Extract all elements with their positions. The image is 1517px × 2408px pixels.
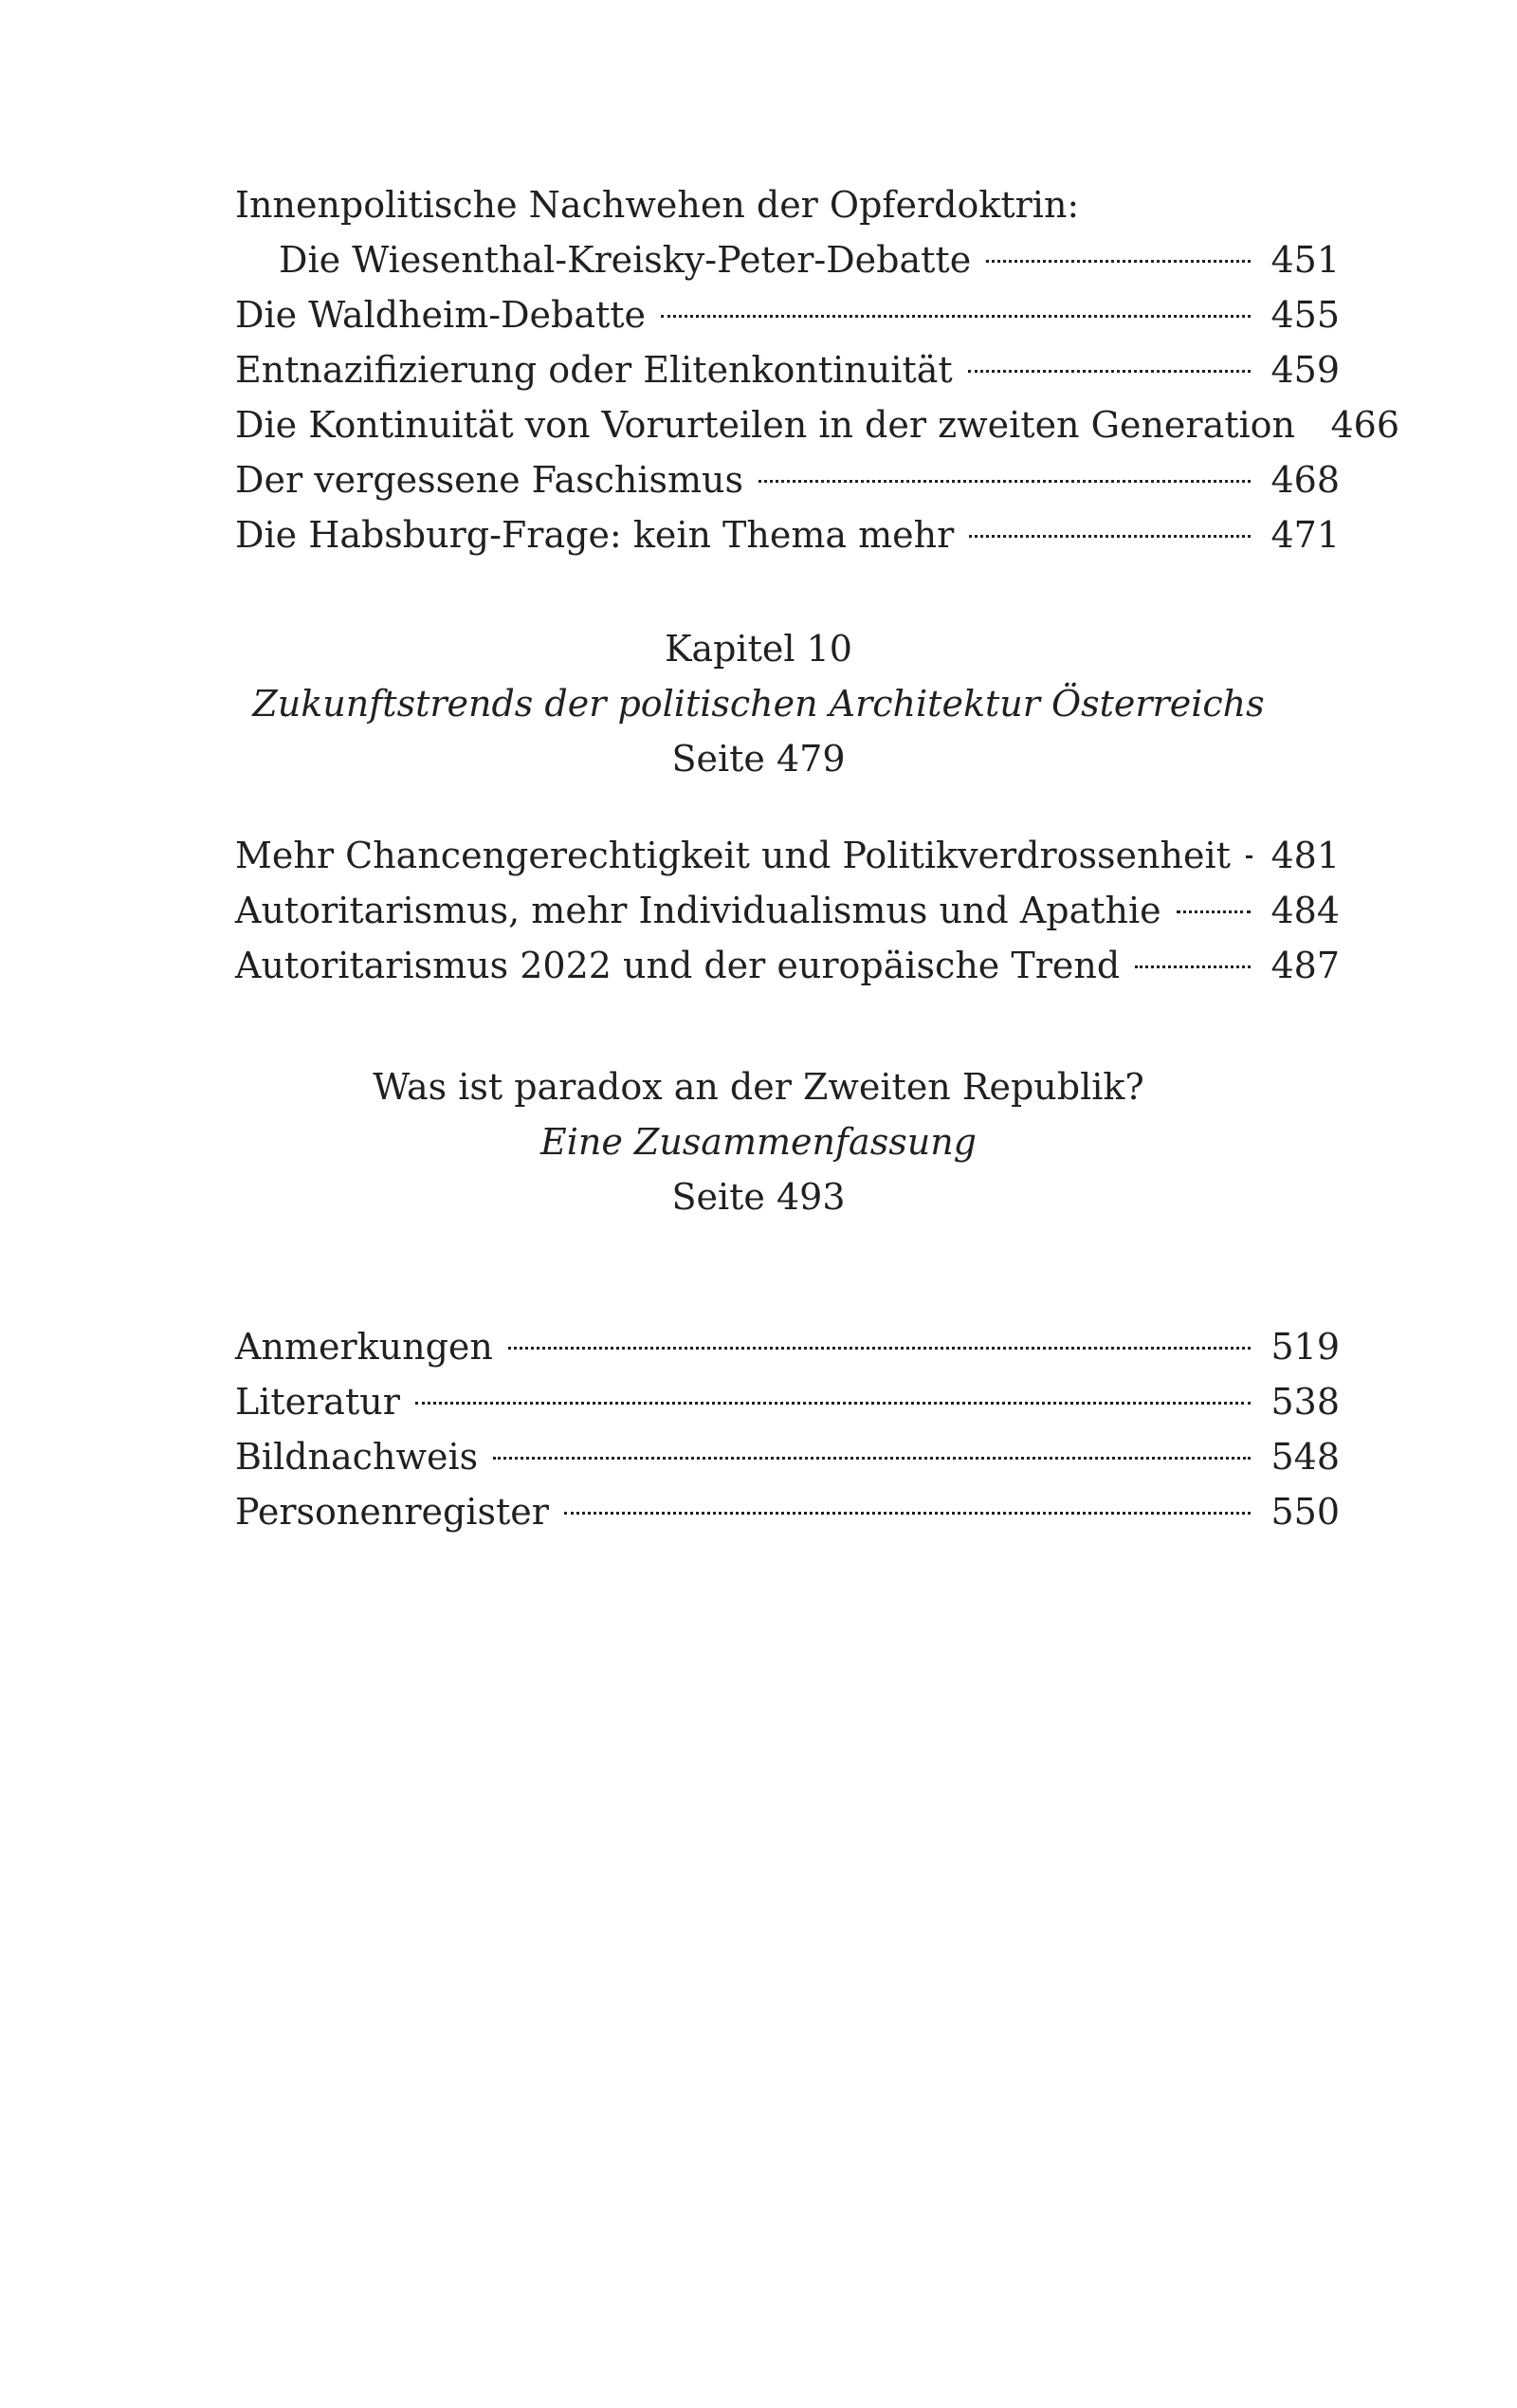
dot-leader [415,1402,1251,1405]
toc-entry-label: Autoritarismus, mehr Individualismus und Apathie [235,890,1161,931]
toc-entry[interactable] [235,1429,1340,1484]
toc-entry[interactable] [235,938,1340,993]
toc-entry-page: 484 [1270,890,1340,931]
toc-entry-label: Der vergessene Faschismus [235,459,744,501]
toc-entry[interactable] [235,1319,1340,1374]
toc-entry[interactable] [235,232,1340,287]
toc-entry-label: Entnazifizierung oder Elitenkontinuität [235,349,953,391]
chapter-title: Zukunftstrends der politischen Architektur Österreichs [252,683,1265,725]
toc-entry-label: Personenregister [235,1491,549,1533]
dot-leader [493,1457,1251,1460]
toc-entry[interactable] [235,883,1340,938]
toc-entry-page: 466 [1330,404,1400,446]
toc-entry[interactable] [235,452,1340,507]
toc-entry-label: Die Wiesenthal-Kreisky-Peter-Debatte [279,239,972,281]
section-heading-label: Innenpolitische Nachwehen der Opferdoktrin: [235,184,1080,226]
toc-section-appendix [235,1319,1340,1539]
toc-section-opferdoktrin [235,177,1400,562]
toc-entry-label: Die Waldheim-Debatte [235,294,647,336]
dot-leader [986,260,1251,263]
section-heading [235,177,1340,232]
toc-entry[interactable] [235,1374,1340,1429]
toc-entry-label: Autoritarismus 2022 und der europäische Trend [235,945,1121,986]
toc-entry[interactable] [235,397,1400,452]
dot-leader [758,480,1251,483]
toc-entry[interactable] [235,1484,1340,1539]
summary-subtitle: Eine Zusammenfassung [540,1121,977,1163]
toc-entry-label: Die Habsburg-Frage: kein Thema mehr [235,514,955,556]
toc-section-chapter-10 [235,828,1340,993]
chapter-page-ref: Seite 479 [671,738,846,780]
toc-entry[interactable] [235,828,1340,883]
toc-entry-label: Die Kontinuität von Vorurteilen in der zweiten Generation [235,404,1296,446]
dot-leader [1135,965,1251,968]
summary-title: Was ist paradox an der Zweiten Republik? [373,1066,1144,1108]
dot-leader [1246,855,1251,858]
toc-entry-page: 459 [1270,349,1340,391]
dot-leader [508,1347,1251,1350]
toc-entry-label: Literatur [235,1381,400,1423]
toc-entry-page: 550 [1270,1491,1340,1533]
toc-entry-label: Bildnachweis [235,1436,479,1478]
dot-leader [968,370,1251,373]
dot-leader [564,1512,1251,1515]
toc-entry-page: 481 [1270,835,1340,876]
toc-entry-page: 455 [1270,294,1340,336]
toc-entry-page: 519 [1270,1326,1340,1368]
chapter-10-heading [0,621,1517,786]
dot-leader [969,535,1251,538]
toc-entry-page: 548 [1270,1436,1340,1478]
toc-entry-page: 487 [1270,945,1340,986]
chapter-number: Kapitel 10 [665,628,852,670]
toc-entry-page: 538 [1270,1381,1340,1423]
dot-leader [1177,910,1251,913]
summary-heading [0,1059,1517,1224]
toc-entry-page: 471 [1270,514,1340,556]
toc-entry[interactable] [235,507,1340,562]
toc-entry-label: Anmerkungen [235,1326,493,1368]
toc-entry[interactable] [235,287,1340,342]
toc-entry-page: 451 [1270,239,1340,281]
dot-leader [661,315,1251,318]
summary-page-ref: Seite 493 [671,1176,846,1218]
toc-entry[interactable] [235,342,1340,397]
toc-entry-page: 468 [1270,459,1340,501]
toc-entry-label: Mehr Chancengerechtigkeit und Politikverdrossenheit [235,835,1231,876]
